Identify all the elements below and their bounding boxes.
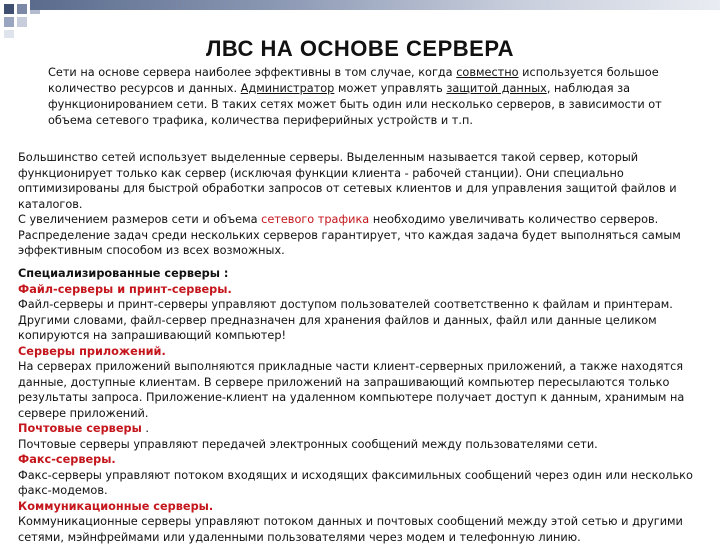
- main-body: [18, 150, 698, 259]
- link-administrator[interactable]: Администратор: [240, 82, 335, 95]
- link-network-traffic[interactable]: сетевого трафика: [261, 213, 370, 226]
- app-servers-title: Серверы приложений.: [18, 344, 166, 358]
- mail-servers-text: Почтовые серверы управляют передачей электронных сообщений между пользователями сети.: [18, 437, 598, 451]
- comm-servers-title: Коммуникационные серверы.: [18, 499, 214, 513]
- comm-servers-text: Коммуникационные серверы управляют потоком данных и почтовых сообщений между этой сетью и другими сетями, мэйнфреймами или удаленными пользователями через модем и телефонную линию.: [18, 515, 683, 544]
- link-data-protection[interactable]: защитой данных: [446, 82, 547, 95]
- app-servers-text: На серверах приложений выполняются прикладные части клиент-серверных приложений, а также находятся данные, доступные клиентам. В сервере приложений на запрашивающий компьютер пересылаются только результаты запроса. Приложение-клиент на удаленном компьютере получает доступ к данным, хранимым на сервере приложений.: [18, 360, 685, 420]
- link-sovmestno[interactable]: совместно: [456, 66, 519, 79]
- header-bar: [30, 0, 720, 12]
- specialized-servers-section: [18, 266, 698, 545]
- dedicated-servers-paragraph: Большинство сетей использует выделенные серверы. Выделенным называется такой сервер, который функционирует только как сервер (исключая функции клиента - рабочей станции). Они специально оптимизированы для быстрой обработки запросов от сетевых клиентов и для управления защитой файлов и каталогов.: [18, 151, 677, 211]
- mail-servers-heading: Почтовые серверы .: [18, 422, 149, 435]
- fax-servers-title: Факс-серверы.: [18, 453, 116, 466]
- intro-paragraph: Сети на основе сервера наиболее эффективны в том случае, когда совместно используется большое количество ресурсов и данных. Администратор может управлять защитой данных, наблюдая за функционированием сети. В таких сетях может быть один или несколько серверов, в зависимости от объема сетевого трафика, количества периферийных устройств и т.п.: [48, 66, 662, 127]
- specialized-heading: Специализированные серверы :: [18, 267, 229, 280]
- file-servers-title: Файл-серверы и принт-серверы.: [18, 282, 232, 296]
- slide-title: ЛВС НА ОСНОВЕ СЕРВЕРА: [206, 36, 514, 61]
- mail-servers-title: Почтовые серверы: [18, 422, 142, 435]
- traffic-paragraph: С увеличением размеров сети и объема сетевого трафика необходимо увеличивать количество серверов. Распределение задач среди нескольких серверов гарантирует, что каждая задача будет выполняться самым эффективным способом из всех возможных.: [18, 213, 681, 257]
- fax-servers-text: Факс-серверы управляют потоком входящих и исходящих факсимильных сообщений через один или несколько факс-модемов.: [18, 468, 693, 497]
- file-servers-text: Файл-серверы и принт-серверы управляют доступом пользователей соответственно к файлам и принтерам. Другими словами, файл-сервер предназначен для хранения файлов и данных, файл или данные целиком копируются на запрашивающий компьютер!: [18, 298, 673, 342]
